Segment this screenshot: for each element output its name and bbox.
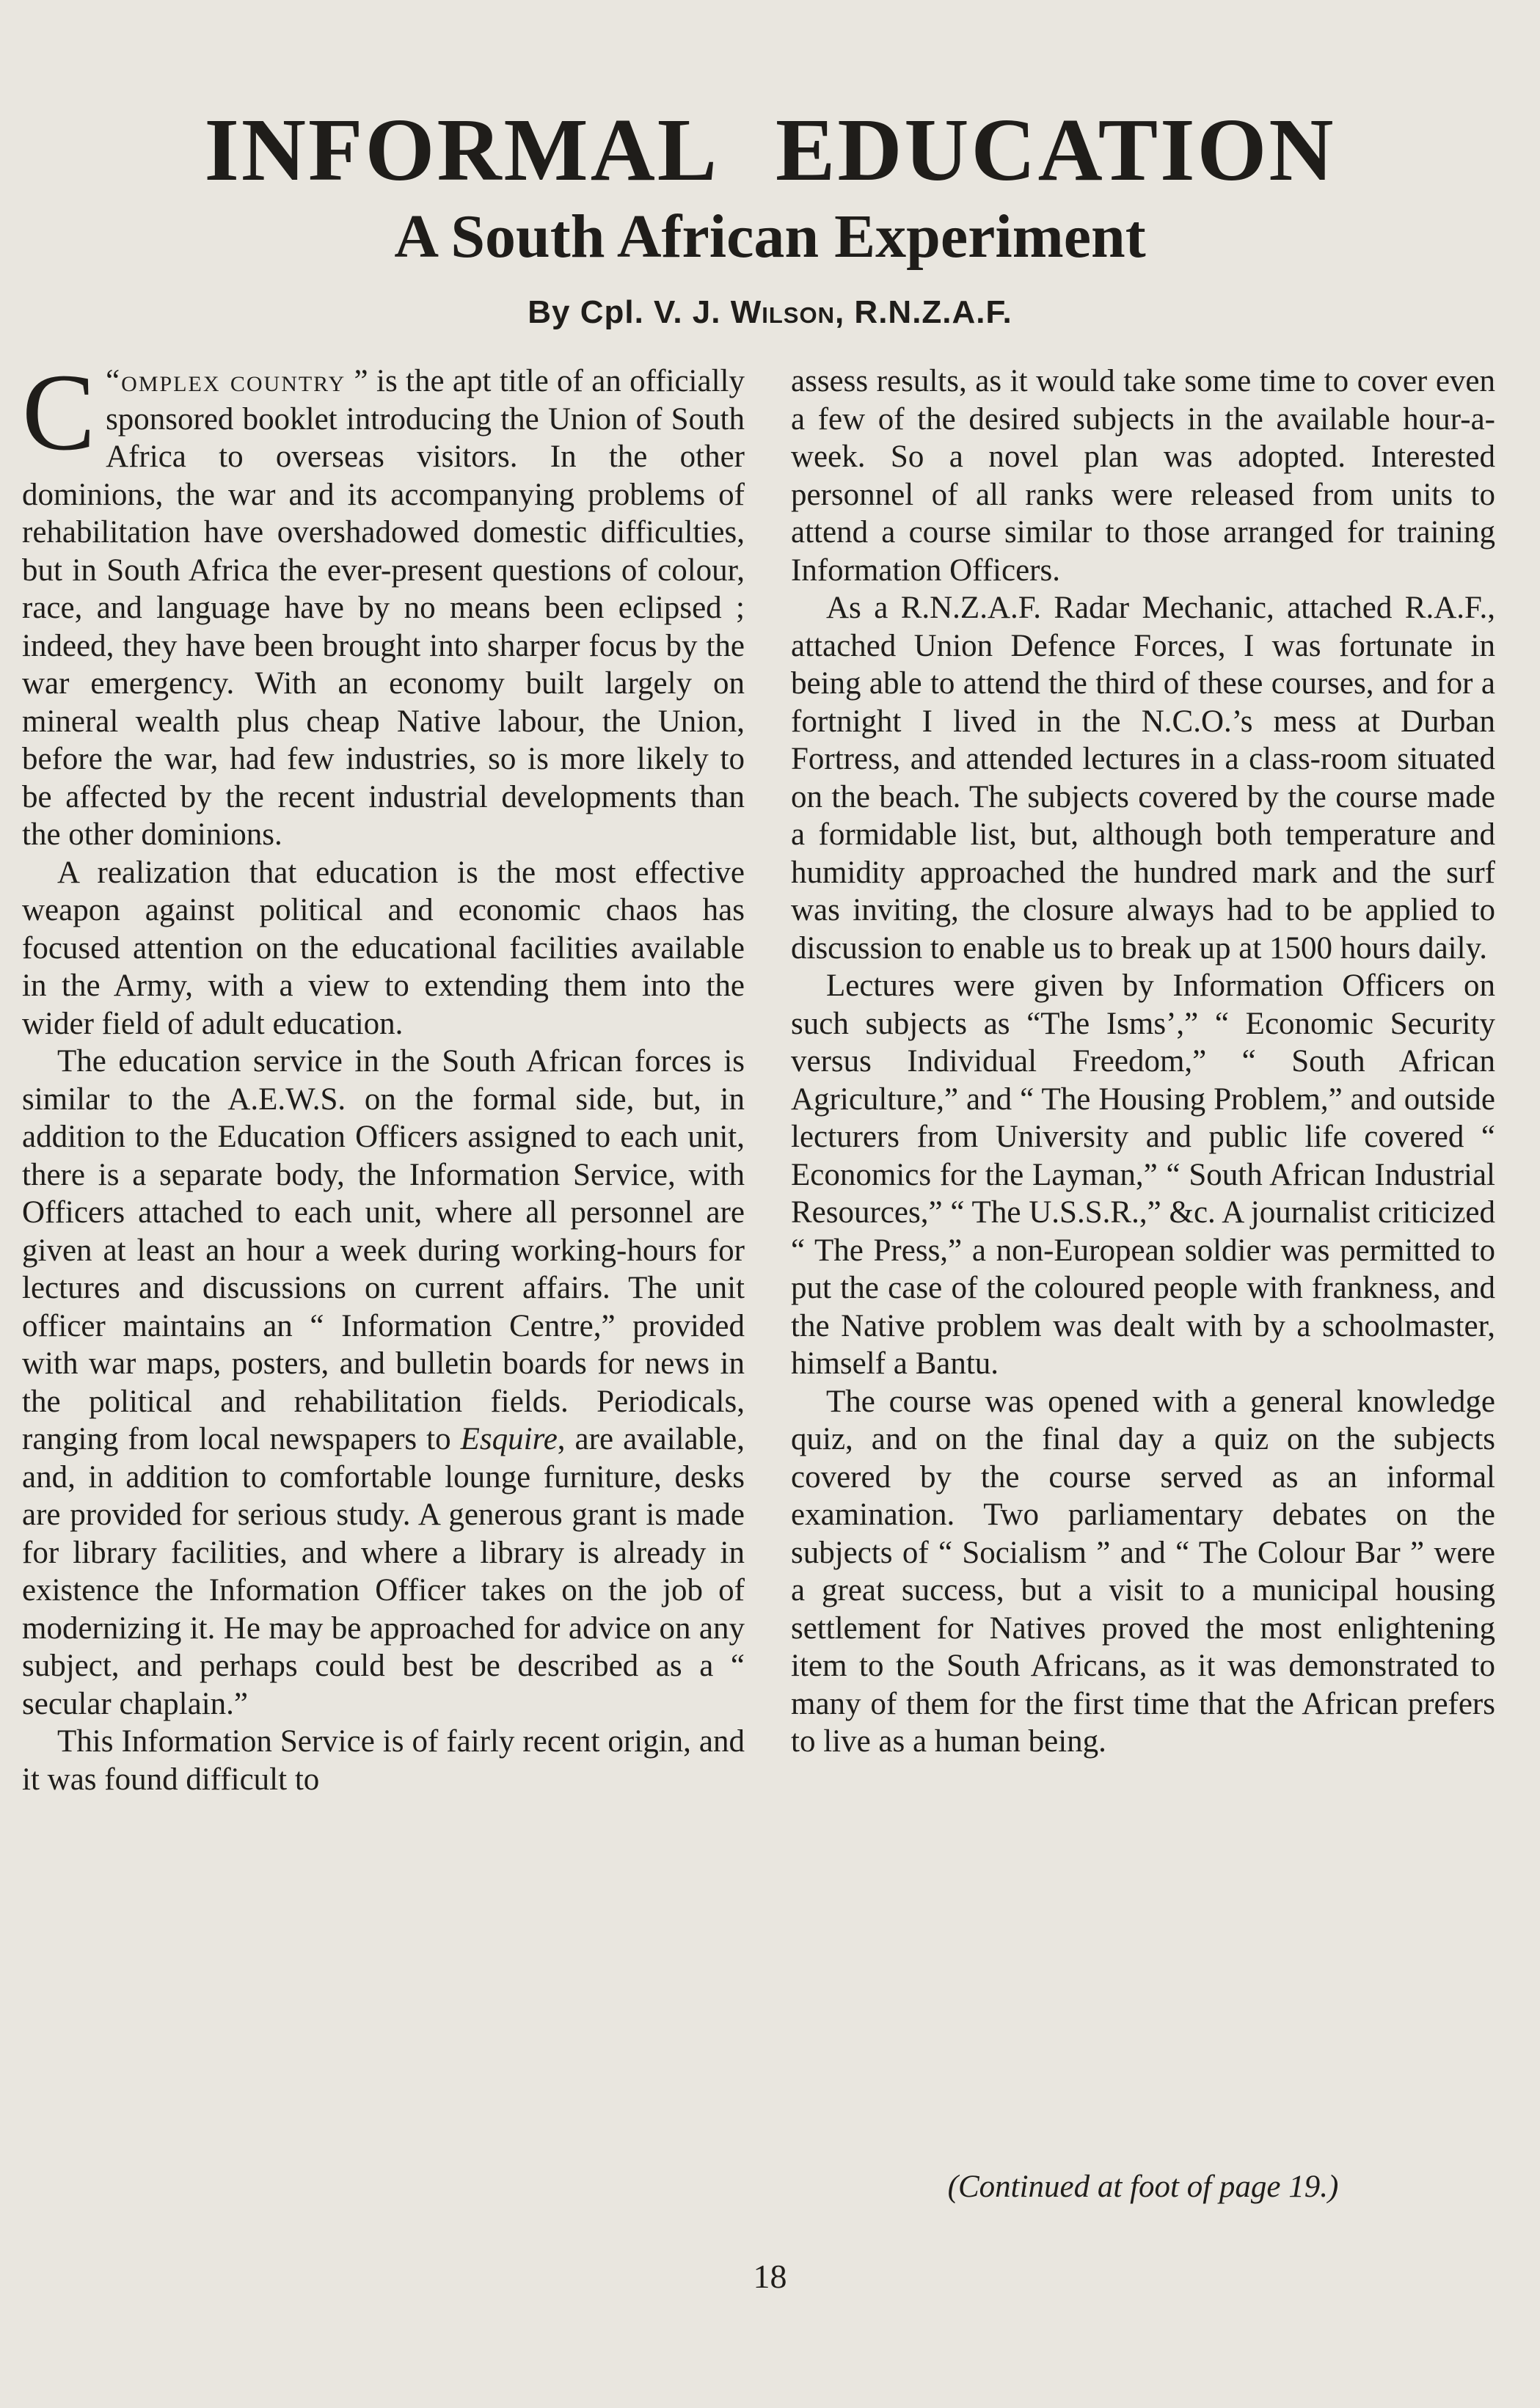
article-title: INFORMAL EDUCATION bbox=[204, 101, 1336, 200]
lead-in-smallcaps: omplex country bbox=[121, 364, 346, 398]
paragraph: assess results, as it would take some time to cover even a few of the desired subjects in the available hour-a-week. So a novel plan was adopted. Interested personnel of all ranks were released from units to attend a course similar to those arranged for training Information Officers. bbox=[791, 364, 1495, 588]
right-column bbox=[791, 362, 1495, 1761]
paragraph: This Information Service is of fairly recent origin, and it was found difficult to bbox=[22, 1724, 745, 1797]
paragraph: A realization that education is the most effective weapon against political and economic chaos has focused attention on the educational facilities available in the Army, with a view to extending them into the wider field of adult education. bbox=[22, 855, 745, 1041]
paragraph bbox=[22, 1043, 745, 1723]
paragraph-text: ” is the apt title of an officially sponsored booklet introducing the Union of South Africa to overseas visitors. In the other dominions, the war and its accompanying problems of rehabilitation have overshadowed domestic difficulties, but in South Africa the ever-present questions of colour, race, and language have by no means been eclipsed ; indeed, they have been brought into sharper focus by the war emergency. With an economy built largely on mineral wealth plus cheap Native labour, the Union, before the war, had few industries, so is more likely to be affected by the recent industrial developments than the other dominions. bbox=[22, 364, 745, 852]
article-subtitle: A South African Experiment bbox=[394, 203, 1146, 271]
paragraph-text: , are available, and, in addition to comfortable lounge furniture, desks are provided for serious study. A generous grant is made for library facilities, and where a library is already in existence the Information Officer takes on the job of modernizing it. He may be approached for advice on any subject, and perhaps could best be described as a “ secular chaplain.” bbox=[22, 1422, 745, 1721]
byline-suffix: , R.N.Z.A.F. bbox=[834, 294, 1012, 330]
byline-prefix: By Cpl. V. J. bbox=[528, 294, 721, 330]
opening-quote: “ bbox=[106, 364, 120, 398]
left-column bbox=[22, 351, 745, 1798]
byline-name: Wilson bbox=[730, 294, 835, 330]
paragraph-text: The education service in the South African forces is similar to the A.E.W.S. on the formal side, but, in addition to the Education Officers assigned to each unit, there is a separate body, the Information Service, with Officers attached to each unit, where all personnel are given at least an hour a week during working-hours for lectures and discussions on current affairs. The unit officer maintains an “ Information Centre,” provided with war maps, posters, and bulletin boards for news in the political and rehabilitation fields. Periodicals, ranging from local newspapers to bbox=[22, 1044, 745, 1456]
paragraph: As a R.N.Z.A.F. Radar Mechanic, attached R.A.F., attached Union Defence Forces, I was fortunate in being able to attend the third of these courses, and for a fortnight I lived in the N.C.O.’s mess at Durban Fortress, and attended lectures in a class-room situated on the beach. The subjects covered by the course made a formidable list, but, although both temperature and humidity approached the hundred mark and the surf was inviting, the closure always had to be applied to discussion to enable us to break up at 1500 hours daily. bbox=[791, 591, 1495, 966]
paragraph: The course was opened with a general knowledge quiz, and on the final day a quiz on the subjects covered by the course served as an informal examination. Two parliamentary debates on the subjects of “ Socialism ” and “ The Colour Bar ” were a great success, but a visit to a municipal housing settlement for Natives proved the most enlightening item to the South Africans, as it was demonstrated to many of them for the first time that the African prefers to live as a human being. bbox=[791, 1384, 1495, 1759]
paragraph bbox=[22, 351, 745, 854]
drop-cap: C bbox=[22, 351, 96, 473]
page-number: 18 bbox=[753, 2258, 787, 2295]
byline bbox=[0, 292, 1540, 333]
paragraph: Lectures were given by Information Officers on such subjects as “The Isms’,” “ Economic Security versus Individual Freedom,” “ South African Agriculture,” and “ The Housing Problem,” and outside lecturers from University and public life covered “ Economics for the Layman,” “ South African Industrial Resources,” “ The U.S.S.R.,” &c. A journalist criticized “ The Press,” a non-European soldier was permitted to put the case of the coloured people with frankness, and the Native problem was dealt with by a schoolmaster, himself a Bantu. bbox=[791, 968, 1495, 1381]
italic-title: Esquire bbox=[460, 1422, 558, 1456]
continued-note: (Continued at foot of page 19.) bbox=[947, 2170, 1339, 2204]
